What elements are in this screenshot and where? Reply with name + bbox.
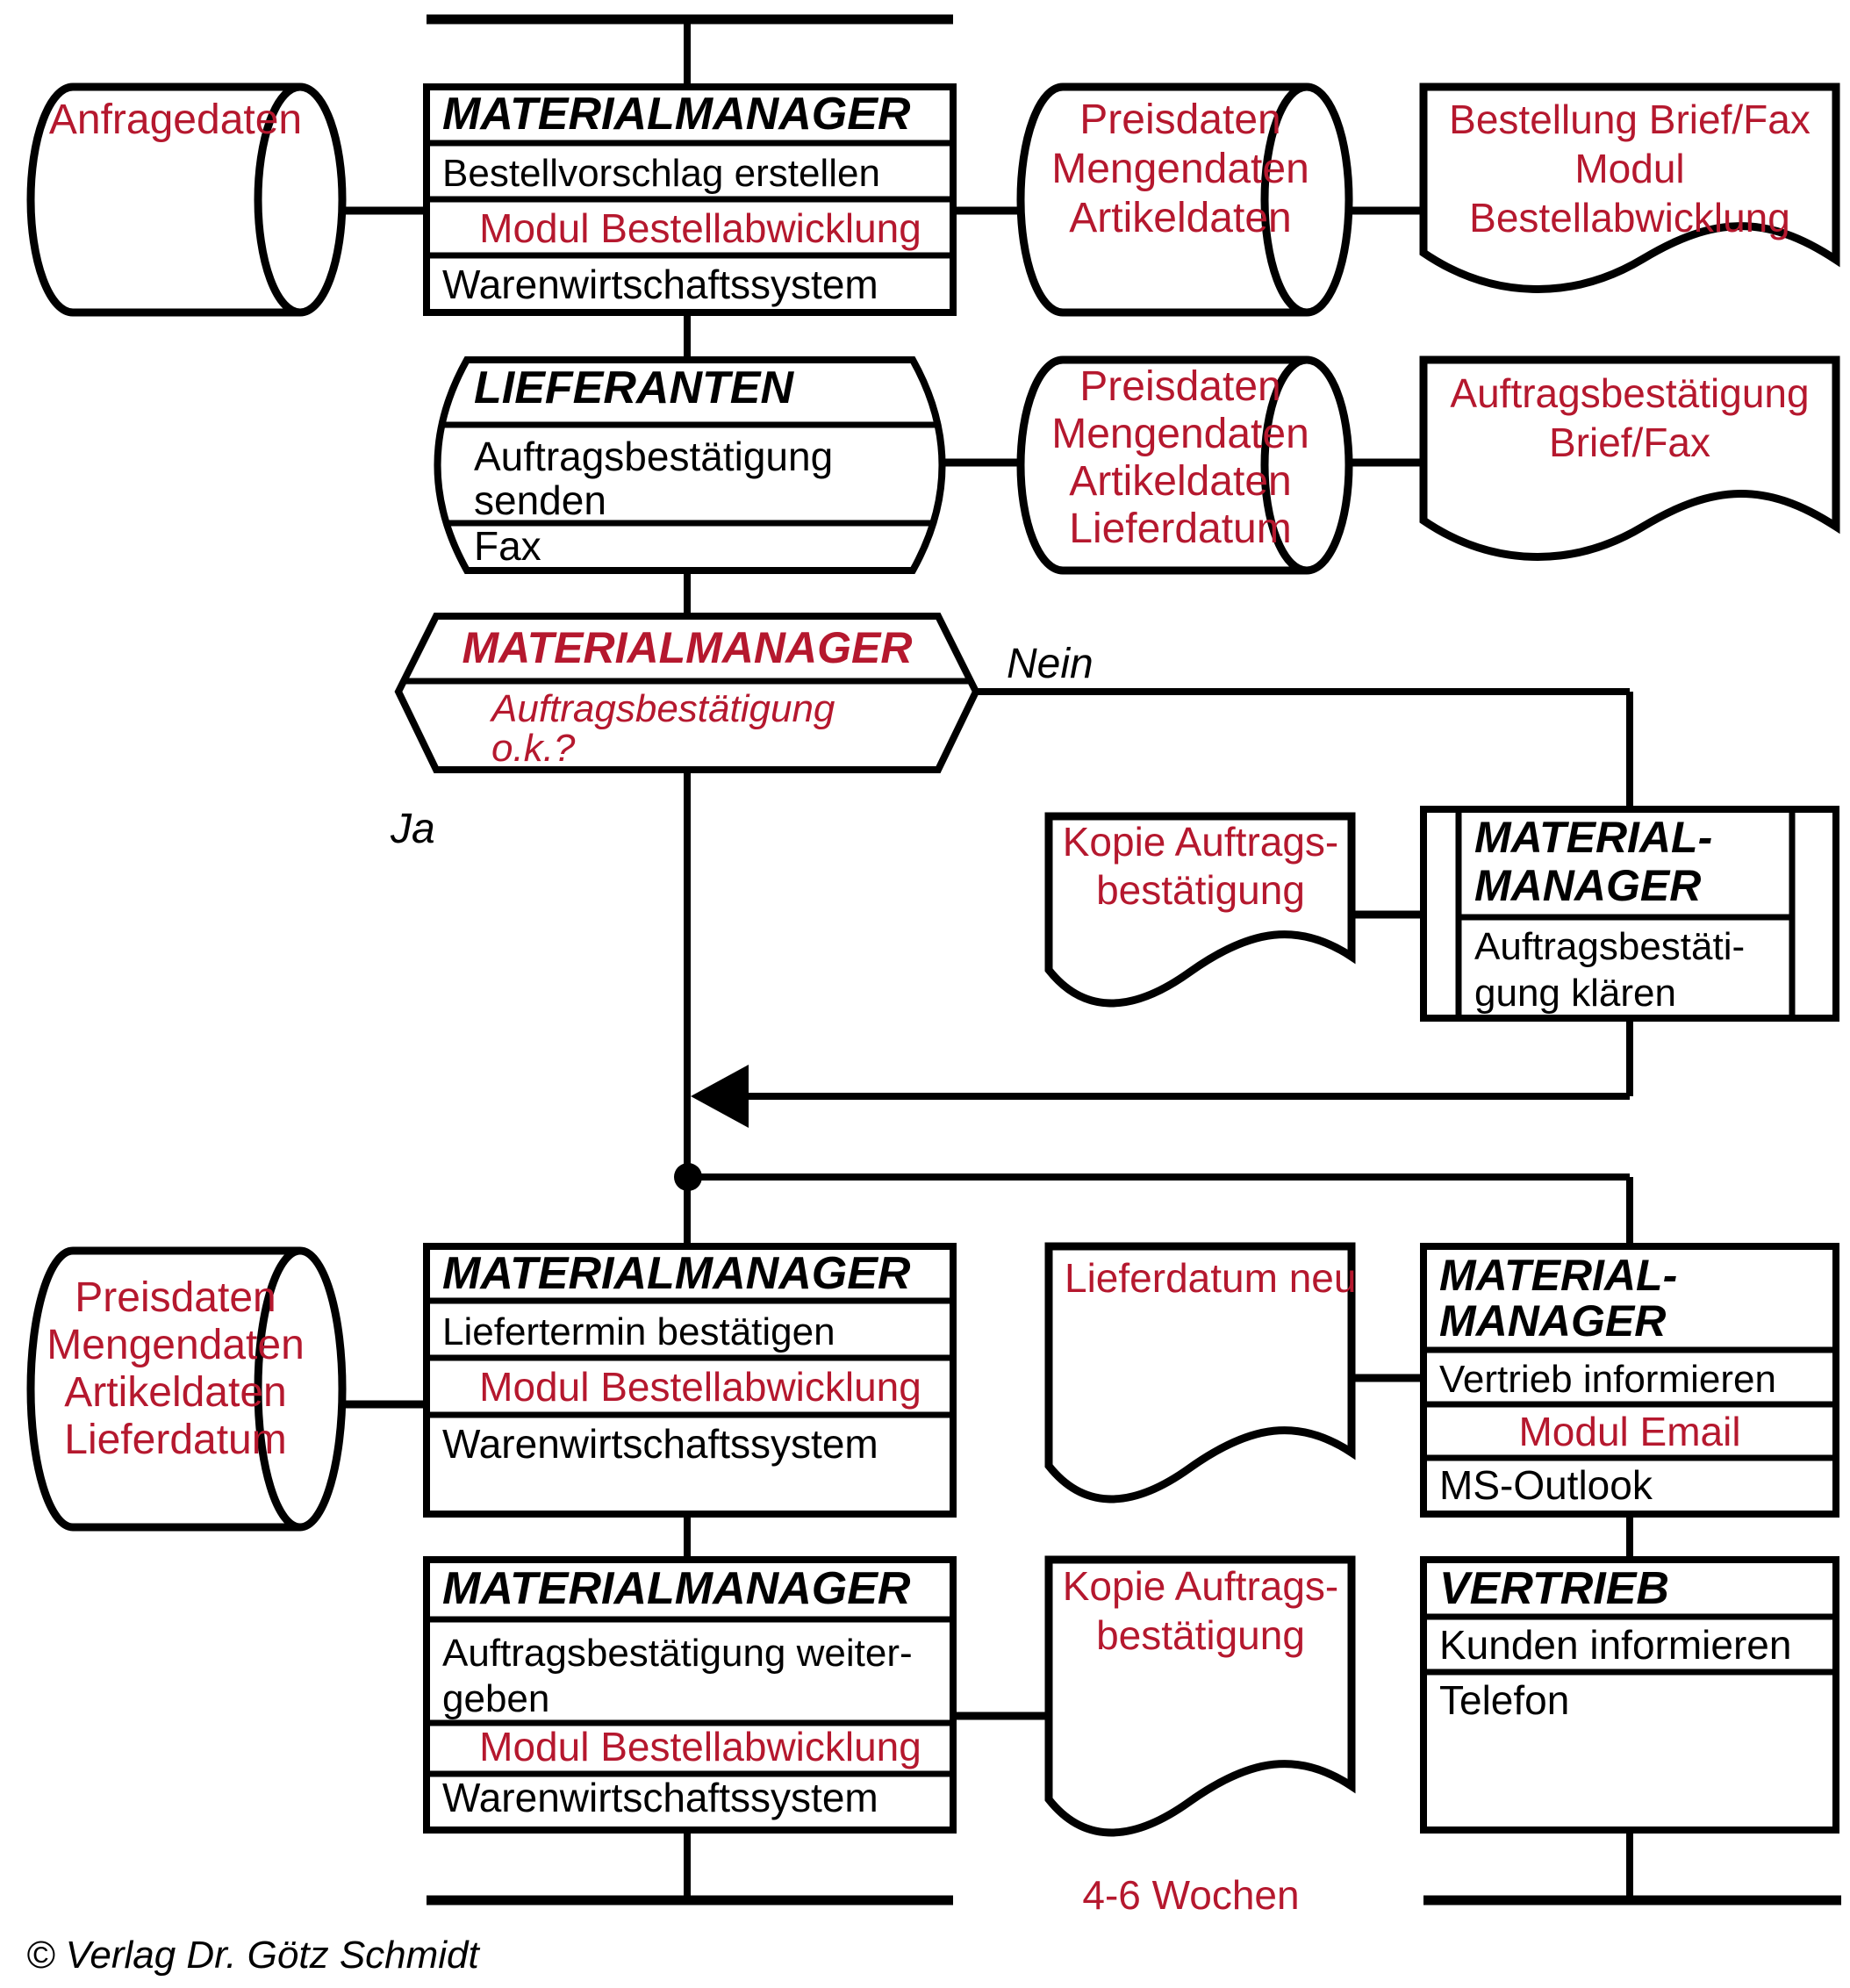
datastore-line3: Artikeldaten <box>1069 458 1292 505</box>
process-actor-line2: MANAGER <box>1474 861 1702 910</box>
branch-no-label: Nein <box>1007 641 1094 687</box>
datastore-line1: Preisdaten <box>75 1274 276 1321</box>
process-module: Modul Bestellabwicklung <box>479 205 921 251</box>
document-line1: Kopie Auftrags- <box>1062 819 1339 865</box>
process-task-line2: gung klären <box>1474 972 1676 1015</box>
branch-no-line <box>976 692 1630 809</box>
branch-yes-label: Ja <box>391 806 435 852</box>
datastore-line2: Mengendaten <box>47 1322 305 1368</box>
datastore-line2: Mengendaten <box>1051 146 1309 192</box>
split-line-to-right <box>688 1177 1630 1246</box>
document-line1: Auftragsbestätigung <box>1450 370 1810 416</box>
process-actor: MATERIALMANAGER <box>442 1248 911 1299</box>
datastore-preisdaten-2 <box>1021 360 1349 571</box>
process-actor-line1: MATERIAL- <box>1439 1251 1678 1300</box>
process-system: Warenwirtschaftssystem <box>442 262 878 307</box>
datastore-line4: Lieferdatum <box>64 1417 287 1463</box>
document-auftragsbestaetigung <box>1423 360 1836 556</box>
process-weitergeben <box>427 1560 953 1830</box>
process-task-line1: Auftragsbestätigung weiter- <box>442 1632 913 1675</box>
document-line1: Lieferdatum neu <box>1065 1255 1357 1301</box>
datastore-line1: Preisdaten <box>1079 97 1281 143</box>
process-klaeren <box>1423 809 1836 1018</box>
process-system: Telefon <box>1439 1677 1570 1723</box>
datastore-preisdaten-3 <box>31 1251 342 1527</box>
process-lieferanten <box>438 360 943 571</box>
datastore-line3: Artikeldaten <box>64 1369 287 1416</box>
document-line2: Brief/Fax <box>1548 420 1711 465</box>
document-line2: Modul <box>1574 146 1685 191</box>
copyright-text: © Verlag Dr. Götz Schmidt <box>26 1934 479 1977</box>
duration-label: 4-6 Wochen <box>1082 1872 1300 1918</box>
process-task: Liefertermin bestätigen <box>442 1310 835 1353</box>
process-system: Fax <box>474 523 541 569</box>
process-actor: MATERIALMANAGER <box>442 89 911 140</box>
datastore-line3: Artikeldaten <box>1069 195 1292 241</box>
process-module: Modul Bestellabwicklung <box>479 1364 921 1410</box>
document-kopie-klaeren <box>1049 816 1352 1003</box>
process-kunden-informieren <box>1423 1560 1836 1830</box>
datastore-line4: Lieferdatum <box>1069 506 1292 552</box>
document-line2: bestätigung <box>1096 1612 1305 1658</box>
document-line2: bestätigung <box>1096 867 1305 913</box>
decision-question-line1: Auftragsbestätigung <box>491 687 835 730</box>
process-system: Warenwirtschaftssystem <box>442 1421 878 1467</box>
process-liefertermin <box>427 1246 953 1514</box>
document-lieferdatum-neu <box>1049 1246 1356 1499</box>
process-system: MS-Outlook <box>1439 1462 1653 1508</box>
process-task: Kunden informieren <box>1439 1622 1792 1668</box>
process-task: Bestellvorschlag erstellen <box>442 152 880 195</box>
process-task-line2: senden <box>474 477 606 523</box>
process-bestellvorschlag <box>427 87 953 312</box>
merge-return-line <box>746 1018 1630 1096</box>
datastore-line2: Mengendaten <box>1051 411 1309 457</box>
document-line3: Bestellabwicklung <box>1469 195 1790 240</box>
decision-auftragsbestaetigung-ok <box>398 616 976 770</box>
process-task-line1: Auftragsbestätigung <box>474 434 834 479</box>
process-task-line2: geben <box>442 1677 550 1720</box>
process-actor: MATERIALMANAGER <box>442 1563 911 1614</box>
process-system: Warenwirtschaftssystem <box>442 1775 878 1820</box>
process-actor: VERTRIEB <box>1439 1563 1669 1614</box>
datastore-label: Anfragedaten <box>48 97 303 143</box>
process-actor-line2: MANAGER <box>1439 1296 1667 1346</box>
merge-arrowhead-icon <box>691 1065 749 1128</box>
document-line1: Bestellung Brief/Fax <box>1449 97 1811 142</box>
document-kopie-weitergabe <box>1049 1560 1352 1833</box>
process-task: Vertrieb informieren <box>1439 1358 1776 1401</box>
document-line1: Kopie Auftrags- <box>1062 1563 1339 1609</box>
process-module: Modul Email <box>1518 1409 1741 1454</box>
process-task-line1: Auftragsbestäti- <box>1474 925 1746 968</box>
datastore-anfragedaten <box>31 87 342 312</box>
document-bestellung <box>1423 87 1836 289</box>
process-module: Modul Bestellabwicklung <box>479 1724 921 1769</box>
process-actor-line1: MATERIAL- <box>1474 813 1713 862</box>
datastore-line1: Preisdaten <box>1079 363 1281 410</box>
decision-actor: MATERIALMANAGER <box>462 623 913 672</box>
process-vertrieb-informieren <box>1423 1246 1836 1514</box>
process-actor: LIEFERANTEN <box>474 362 793 413</box>
datastore-preisdaten-1 <box>1021 87 1349 312</box>
decision-question-line2: o.k.? <box>491 727 576 770</box>
